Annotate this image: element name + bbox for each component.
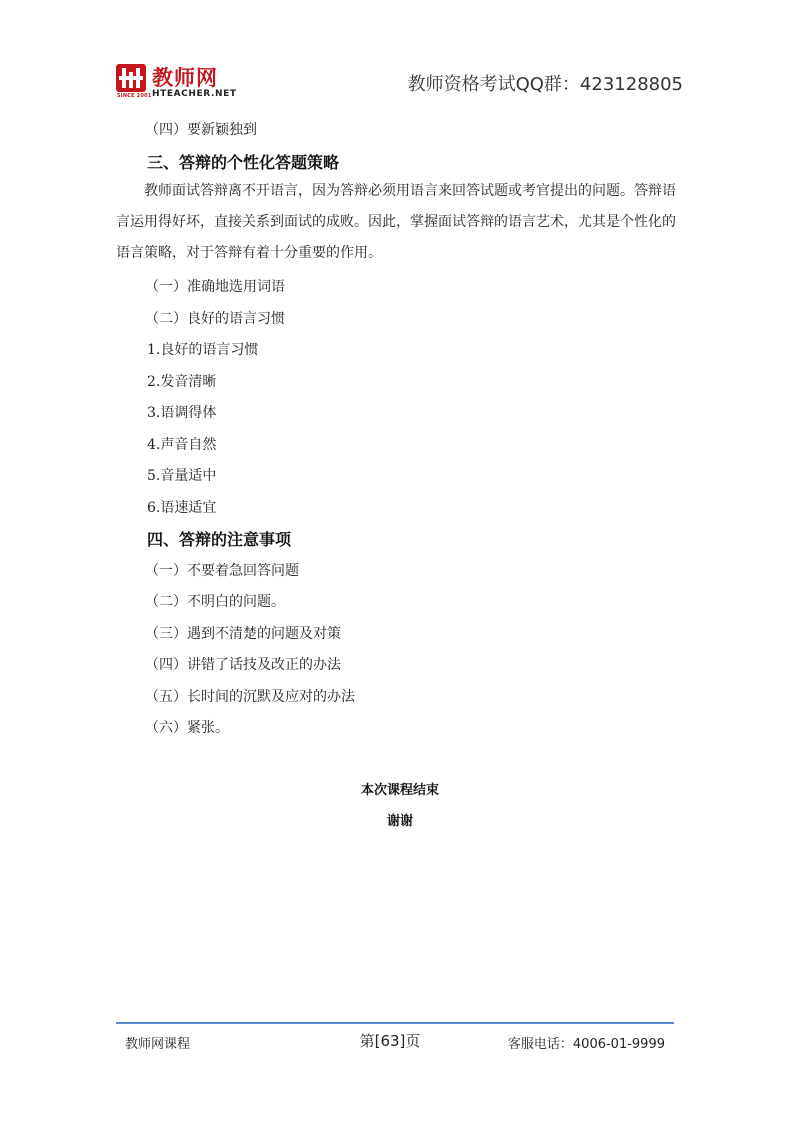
footer-divider <box>116 1022 674 1024</box>
list-item: 6.语速适宜 <box>147 500 217 516</box>
paragraph <box>116 176 688 269</box>
list-item: （四）讲错了话技及改正的办法 <box>145 657 341 673</box>
list-item: 2.发音清晰 <box>147 374 217 390</box>
header-qq-group: 教师资格考试QQ群：423128805 <box>407 74 683 95</box>
list-item: （四）要新颖独到 <box>145 122 257 138</box>
list-item: （三）遇到不清楚的问题及对策 <box>145 626 341 642</box>
list-item: （五）长时间的沉默及应对的办法 <box>145 689 355 705</box>
list-item: 5.音量适中 <box>147 468 217 484</box>
list-item: （二）良好的语言习惯 <box>145 311 285 327</box>
hteacher-logo-icon <box>116 64 146 92</box>
list-item: （二）不明白的问题。 <box>145 594 285 610</box>
page-number: 第[63]页 <box>359 1032 421 1050</box>
closing-thanks: 谢谢 <box>386 814 413 829</box>
site-logo[interactable] <box>116 64 240 102</box>
list-item: 4.声音自然 <box>147 437 217 453</box>
logo-name-en: HTEACHER.NET <box>152 89 237 99</box>
list-item: （一）准确地选用词语 <box>145 279 285 295</box>
paragraph-text: 教师面试答辩离不开语言，因为答辩必须用语言来回答试题或考官提出的问题。答辩语言运用得好坏，直接关系到面试的成败。因此，掌握面试答辩的语言艺术，尤其是个性化的语言策略，对于答辩有着十分重要的作用。 <box>116 183 676 261</box>
section-heading: 四、答辩的注意事项 <box>147 530 292 549</box>
footer-course-name: 教师网课程 <box>125 1037 191 1052</box>
section-heading: 三、答辩的个性化答题策略 <box>147 153 340 172</box>
footer-phone: 客服电话：4006-01-9999 <box>507 1037 665 1052</box>
list-item: （六）紧张。 <box>145 720 229 736</box>
list-item: （一）不要着急回答问题 <box>145 563 299 579</box>
closing-line: 本次课程结束 <box>360 783 439 798</box>
list-item: 1.良好的语言习惯 <box>147 342 259 358</box>
logo-name-cn: 教师网 <box>152 66 218 90</box>
logo-since-text: SINCE 2001 <box>117 93 152 99</box>
list-item: 3.语调得体 <box>147 405 217 421</box>
